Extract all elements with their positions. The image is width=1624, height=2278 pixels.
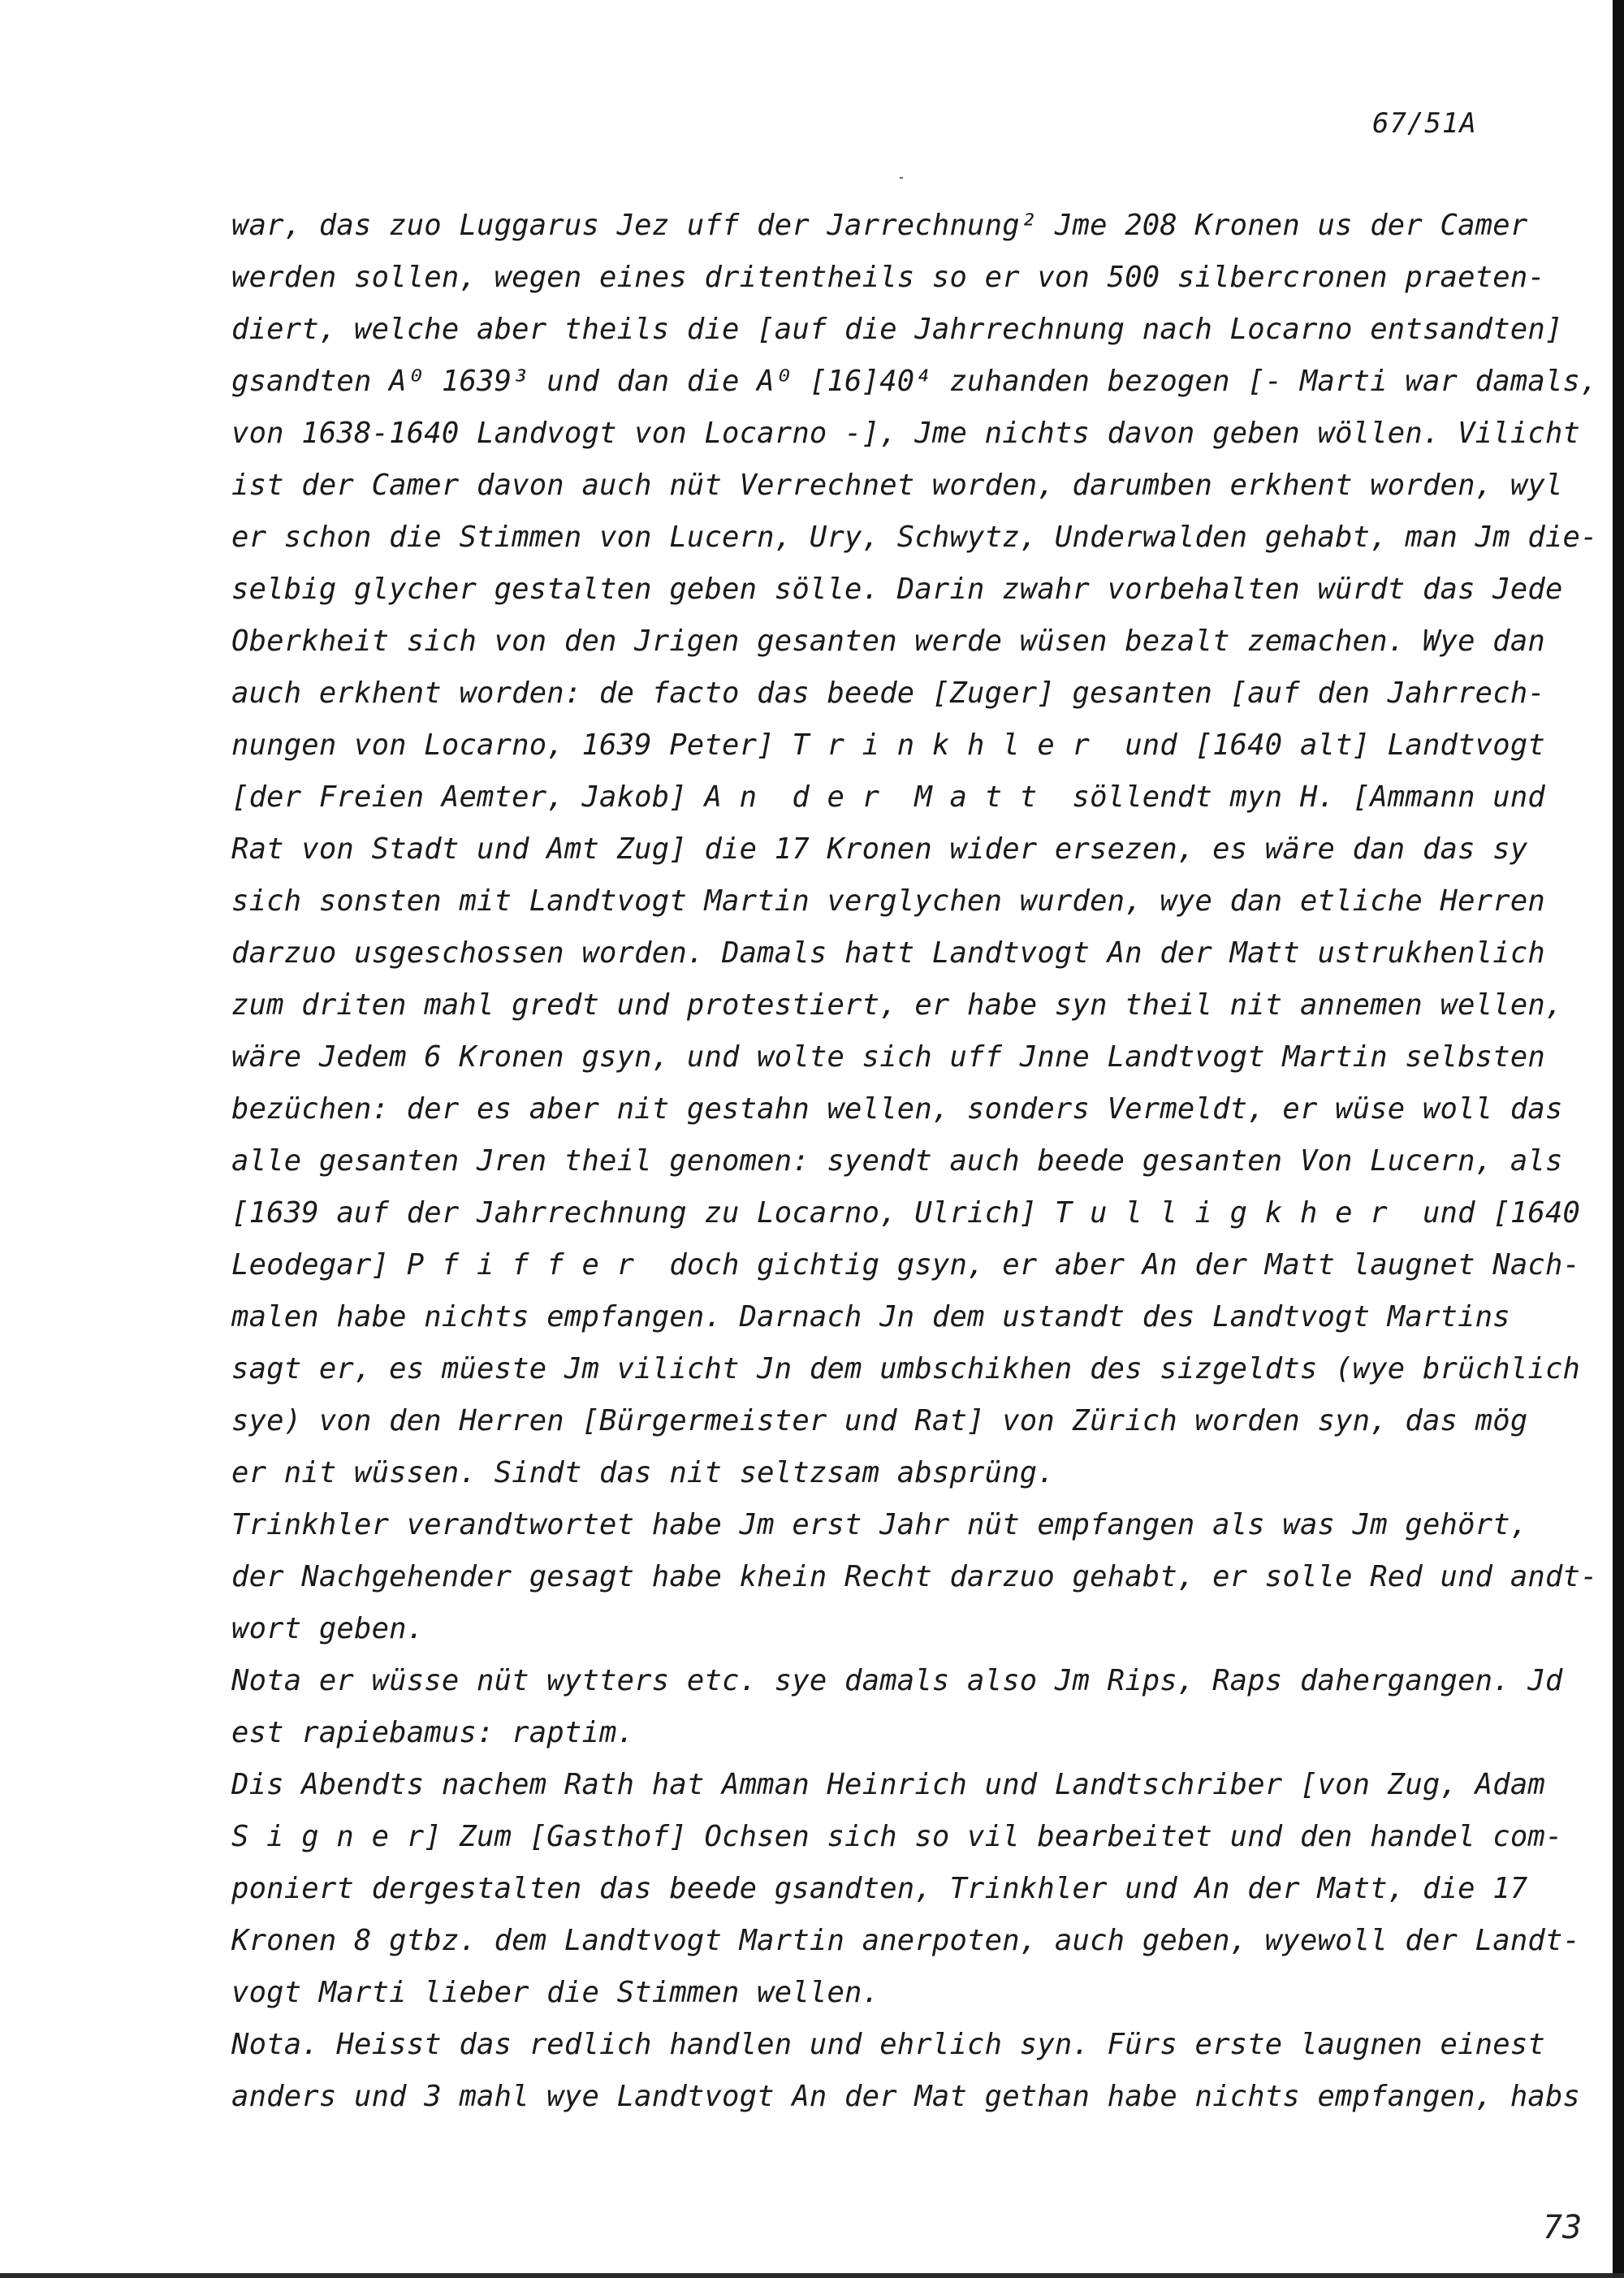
scan-edge-bottom — [0, 2273, 1624, 2278]
text-line: Kronen 8 gtbz. dem Landtvogt Martin anerpoten, auch geben, wyewoll der Landt- — [231, 1924, 1581, 1957]
text-line: Trinkhler verandtwortet habe Jm erst Jahr nüt empfangen als was Jm gehört, — [231, 1508, 1528, 1541]
text-line: bezüchen: der es aber nit gestahn wellen, sonders Vermeldt, er wüse woll das — [231, 1092, 1563, 1126]
text-line: Leodegar] P f i f f e r doch gichtig gsyn, er aber An der Matt laugnet Nach- — [231, 1248, 1581, 1282]
text-line: Oberkheit sich von den Jrigen gesanten werde wüsen bezalt zemachen. Wye dan — [231, 625, 1545, 658]
text-line: war, das zuo Luggarus Jez uff der Jarrechnung² Jme 208 Kronen us der Camer — [231, 209, 1528, 242]
text-line: est rapiebamus: raptim. — [231, 1716, 635, 1749]
text-line: diert, welche aber theils die [auf die Jahrrechnung nach Locarno entsandten] — [231, 313, 1563, 346]
text-line: auch erkhent worden: de facto das beede [Zuger] gesanten [auf den Jahrrech- — [231, 676, 1545, 710]
text-line: er nit wüssen. Sindt das nit seltzsam absprüng. — [231, 1456, 1055, 1489]
text-line: darzuo usgeschossen worden. Damals hatt Landtvogt An der Matt ustrukhenlich — [231, 936, 1545, 970]
text-line: er schon die Stimmen von Lucern, Ury, Schwytz, Underwalden gehabt, man Jm die- — [231, 521, 1598, 554]
scan-edge-right — [1613, 0, 1624, 2278]
text-line: poniert dergestalten das beede gsandten, Trinkhler und An der Matt, die 17 — [231, 1872, 1528, 1905]
text-line: werden sollen, wegen eines dritentheils so er von 500 silbercronen praeten- — [231, 261, 1545, 294]
text-line: zum driten mahl gredt und protestiert, er habe syn theil nit annemen wellen, — [231, 988, 1563, 1022]
text-line: der Nachgehender gesagt habe khein Recht darzuo gehabt, er solle Red und andt- — [231, 1560, 1598, 1593]
text-line: anders und 3 mahl wye Landtvogt An der Mat gethan habe nichts empfangen, habs — [231, 2080, 1581, 2113]
text-line: sye) von den Herren [Bürgermeister und Rat] von Zürich worden syn, das mög — [231, 1404, 1528, 1437]
text-line: gsandten A⁰ 1639³ und dan die A⁰ [16]40⁴ zuhanden bezogen [- Marti war damals, — [231, 365, 1598, 398]
text-line: alle gesanten Jren theil genomen: syendt auch beede gesanten Von Lucern, als — [231, 1144, 1563, 1178]
text-line: wäre Jedem 6 Kronen gsyn, und wolte sich uff Jnne Landtvogt Martin selbsten — [231, 1040, 1545, 1074]
text-line: wort geben. — [231, 1612, 425, 1645]
text-line: Dis Abendts nachem Rath hat Amman Heinrich und Landtschriber [von Zug, Adam — [231, 1768, 1545, 1801]
text-line: Rat von Stadt und Amt Zug] die 17 Kronen wider ersezen, es wäre dan das sy — [231, 832, 1528, 866]
text-line: [der Freien Aemter, Jakob] A n d e r M a t t söllendt myn H. [Ammann und — [231, 780, 1545, 814]
text-line: nungen von Locarno, 1639 Peter] T r i n k h l e r und [1640 alt] Landtvogt — [231, 728, 1545, 762]
text-line: vogt Marti lieber die Stimmen wellen. — [231, 1976, 880, 2009]
text-line: von 1638-1640 Landvogt von Locarno -], Jme nichts davon geben wöllen. Vilicht — [231, 417, 1581, 450]
text-line: [1639 auf der Jahrrechnung zu Locarno, Ulrich] T u l l i g k h e r und [1640 — [231, 1196, 1581, 1230]
text-line: Nota er wüsse nüt wytters etc. sye damals also Jm Rips, Raps dahergangen. Jd — [231, 1664, 1563, 1697]
text-line: Nota. Heisst das redlich handlen und ehrlich syn. Fürs erste laugnen einest — [231, 2028, 1545, 2061]
scan-speck — [900, 177, 903, 179]
folio-number: 73 — [1543, 2209, 1583, 2246]
text-line: ist der Camer davon auch nüt Verrechnet worden, darumben erkhent worden, wyl — [231, 469, 1563, 502]
text-line: sich sonsten mit Landtvogt Martin verglychen wurden, wye dan etliche Herren — [231, 884, 1545, 918]
text-line: S i g n e r] Zum [Gasthof] Ochsen sich so vil bearbeitet und den handel com- — [231, 1820, 1563, 1853]
text-line: selbig glycher gestalten geben sölle. Darin zwahr vorbehalten würdt das Jede — [231, 573, 1563, 606]
document-body — [231, 200, 1598, 2123]
text-line: malen habe nichts empfangen. Darnach Jn dem ustandt des Landtvogt Martins — [231, 1300, 1510, 1334]
text-line: sagt er, es müeste Jm vilicht Jn dem umbschikhen des sizgeldts (wye brüchlich — [231, 1352, 1581, 1385]
page-reference: 67/51A — [1372, 107, 1477, 140]
